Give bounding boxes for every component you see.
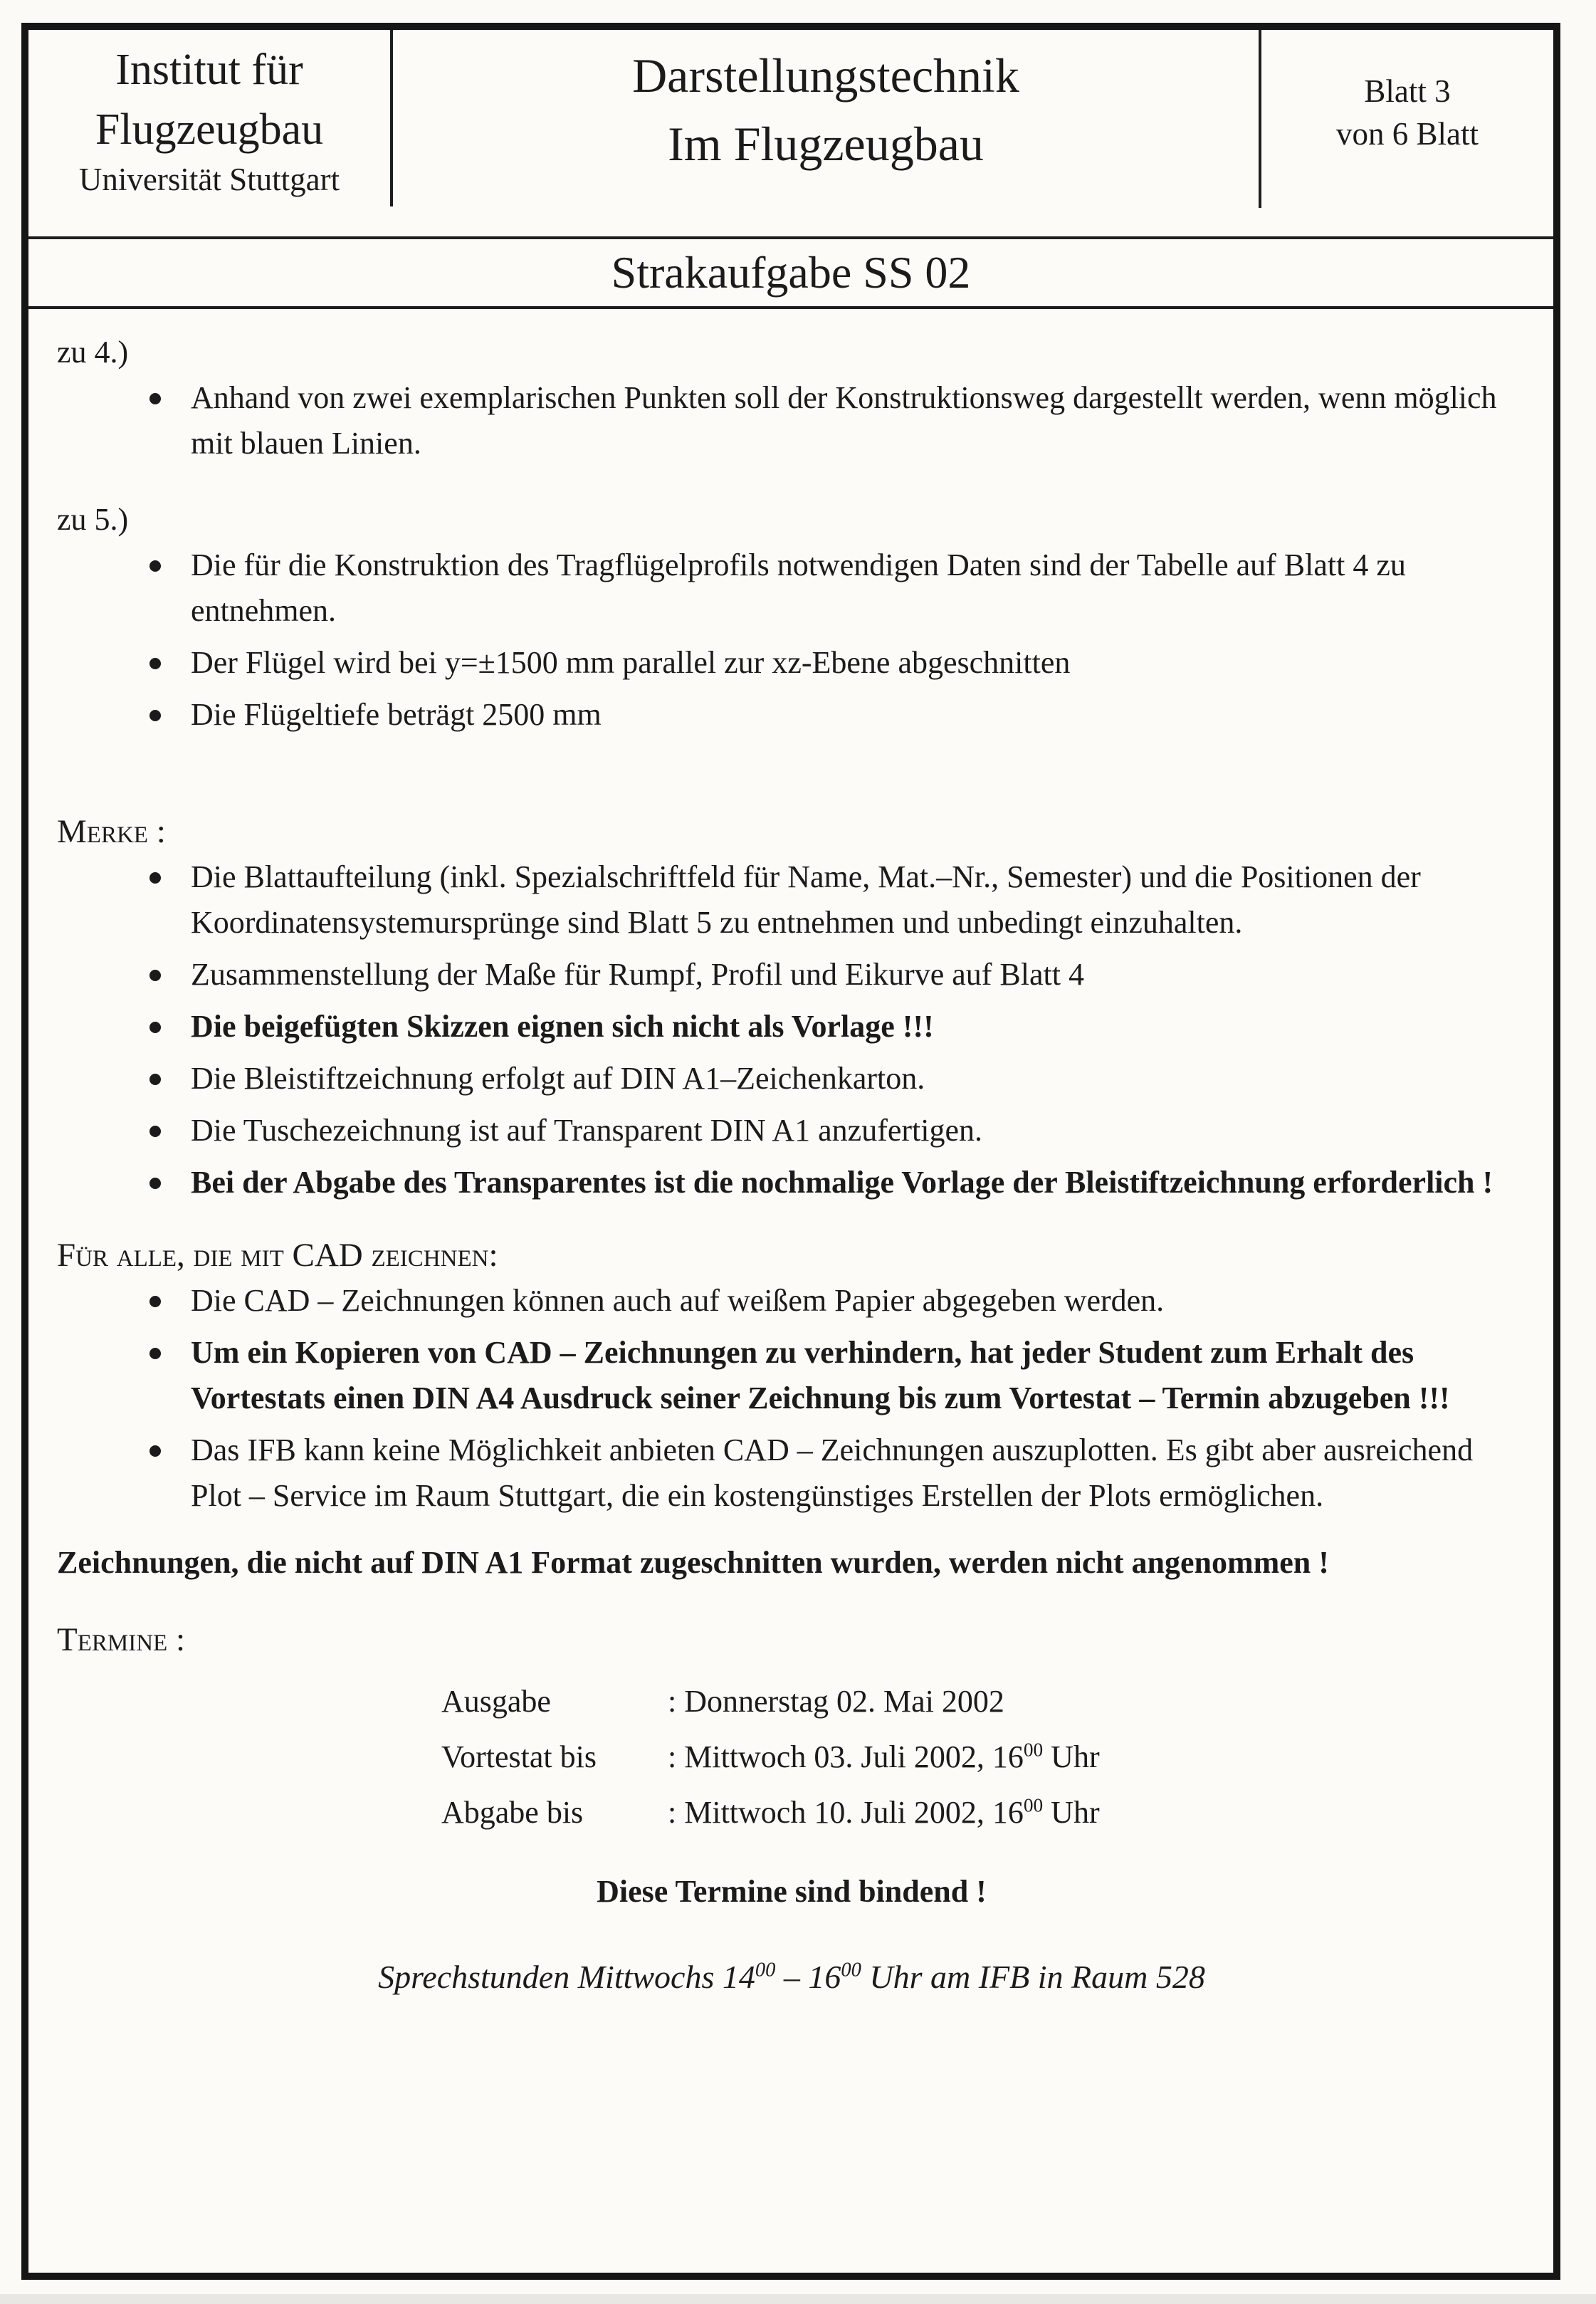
bullet-item: Die Tuschezeichnung ist auf Transparent DIN A1 anzufertigen. xyxy=(149,1108,1526,1153)
termine-rows xyxy=(441,1674,1526,1840)
institute-name-line1: Institut für xyxy=(115,46,303,94)
document-body xyxy=(28,309,1553,2000)
section-label-zu4: zu 4.) xyxy=(57,335,129,370)
superscript: 00 xyxy=(1023,1794,1044,1816)
bullet-item: Die Bleistiftzeichnung erfolgt auf DIN A1–Zeichenkarton. xyxy=(149,1056,1526,1101)
superscript: 00 xyxy=(841,1959,861,1981)
bullet-item: Die für die Konstruktion des Tragflügelprofils notwendigen Daten sind der Tabelle auf Blatt 4 zu entnehmen. xyxy=(149,543,1526,634)
sheet-number-cell xyxy=(1261,30,1553,236)
termine-row xyxy=(441,1729,1526,1785)
scan-edge-artifact xyxy=(0,2294,1596,2304)
format-notice: Zeichnungen, die nicht auf DIN A1 Format zugeschnitten wurden, werden nicht angenommen ! xyxy=(57,1545,1329,1580)
termine-row xyxy=(441,1785,1526,1840)
bullet-item: Die CAD – Zeichnungen können auch auf weißem Papier abgegeben werden. xyxy=(149,1278,1526,1324)
university-name: Universität Stuttgart xyxy=(78,162,340,197)
superscript: 00 xyxy=(1023,1739,1044,1761)
assignment-title-row xyxy=(28,239,1553,309)
bullet-item: Die beigefügten Skizzen eignen sich nicht als Vorlage !!! xyxy=(149,1004,1526,1049)
termine-value: : Mittwoch 03. Juli 2002, $16^{00}$ Uhr xyxy=(668,1739,1100,1774)
assignment-title: Strakaufgabe SS 02 xyxy=(611,247,971,298)
bullet-item: Die Flügeltiefe beträgt 2500 mm xyxy=(149,692,1526,738)
superscript: 00 xyxy=(755,1959,776,1981)
bullet-item: Bei der Abgabe des Transparentes ist die nochmalige Vorlage der Bleistiftzeichnung erforderlich ! xyxy=(149,1160,1526,1205)
sheet-total: von 6 Blatt xyxy=(1336,116,1479,152)
merke-heading: Merke : xyxy=(57,813,166,850)
course-title-line2: Im Flugzeugbau xyxy=(668,117,984,171)
office-hours-line: Sprechstunden Mittwochs $14^{00} - 16^{00}$ Uhr am IFB in Raum 528 xyxy=(378,1959,1205,1995)
cad-heading: Für alle, die mit CAD zeichnen: xyxy=(57,1237,498,1274)
bullet-item: Zusammenstellung der Maße für Rumpf, Profil und Eikurve auf Blatt 4 xyxy=(149,952,1526,997)
termine-row xyxy=(441,1674,1526,1729)
section-label-zu5: zu 5.) xyxy=(57,502,129,537)
bullet-item: Der Flügel wird bei y=±1500 mm parallel zur xz-Ebene abgeschnitten xyxy=(149,640,1526,686)
termine-value: : Donnerstag 02. Mai 2002 xyxy=(668,1684,1004,1719)
header xyxy=(28,30,1553,239)
termine-label: Abgabe bis xyxy=(441,1795,584,1830)
binding-note: Diese Termine sind bindend ! xyxy=(597,1874,987,1909)
bullet-list-cad xyxy=(57,1278,1526,1519)
course-title-cell xyxy=(393,30,1261,208)
bullet-item: Das IFB kann keine Möglichkeit anbieten CAD – Zeichnungen auszuplotten. Es gibt aber ausreichend Plot – Service im Raum Stuttgart, die ein kostengünstiges Erstellen der Plots ermöglichen. xyxy=(149,1428,1526,1519)
document-border-frame xyxy=(21,23,1560,2280)
course-title-line1: Darstellungstechnik xyxy=(632,48,1019,103)
termine-heading: Termine : xyxy=(57,1621,186,1658)
sheet-number: Blatt 3 xyxy=(1364,73,1451,109)
bullet-item: Um ein Kopieren von CAD – Zeichnungen zu verhindern, hat jeder Student zum Erhalt des Vortestats einen DIN A4 Ausdruck seiner Zeichnung bis zum Vortestat – Termin abzugeben !!! xyxy=(149,1330,1526,1421)
bullet-item: Anhand von zwei exemplarischen Punkten soll der Konstruktionsweg dargestellt werden, wenn möglich mit blauen Linien. xyxy=(149,375,1526,466)
institute-name-line2: Flugzeugbau xyxy=(95,105,324,154)
termine-label: Vortestat bis xyxy=(441,1739,597,1774)
bullet-list-zu5 xyxy=(57,543,1526,738)
bullet-item: Die Blattaufteilung (inkl. Spezialschriftfeld für Name, Mat.–Nr., Semester) und die Positionen der Koordinatensystemursprünge sind Blatt 5 zu entnehmen und unbedingt einzuhalten. xyxy=(149,854,1526,946)
termine-label: Ausgabe xyxy=(441,1684,551,1719)
bullet-list-merke xyxy=(57,854,1526,1205)
bullet-list-zu4 xyxy=(57,375,1526,466)
institute-cell xyxy=(28,30,393,206)
termine-value: : Mittwoch 10. Juli 2002, $16^{00}$ Uhr xyxy=(668,1794,1100,1830)
